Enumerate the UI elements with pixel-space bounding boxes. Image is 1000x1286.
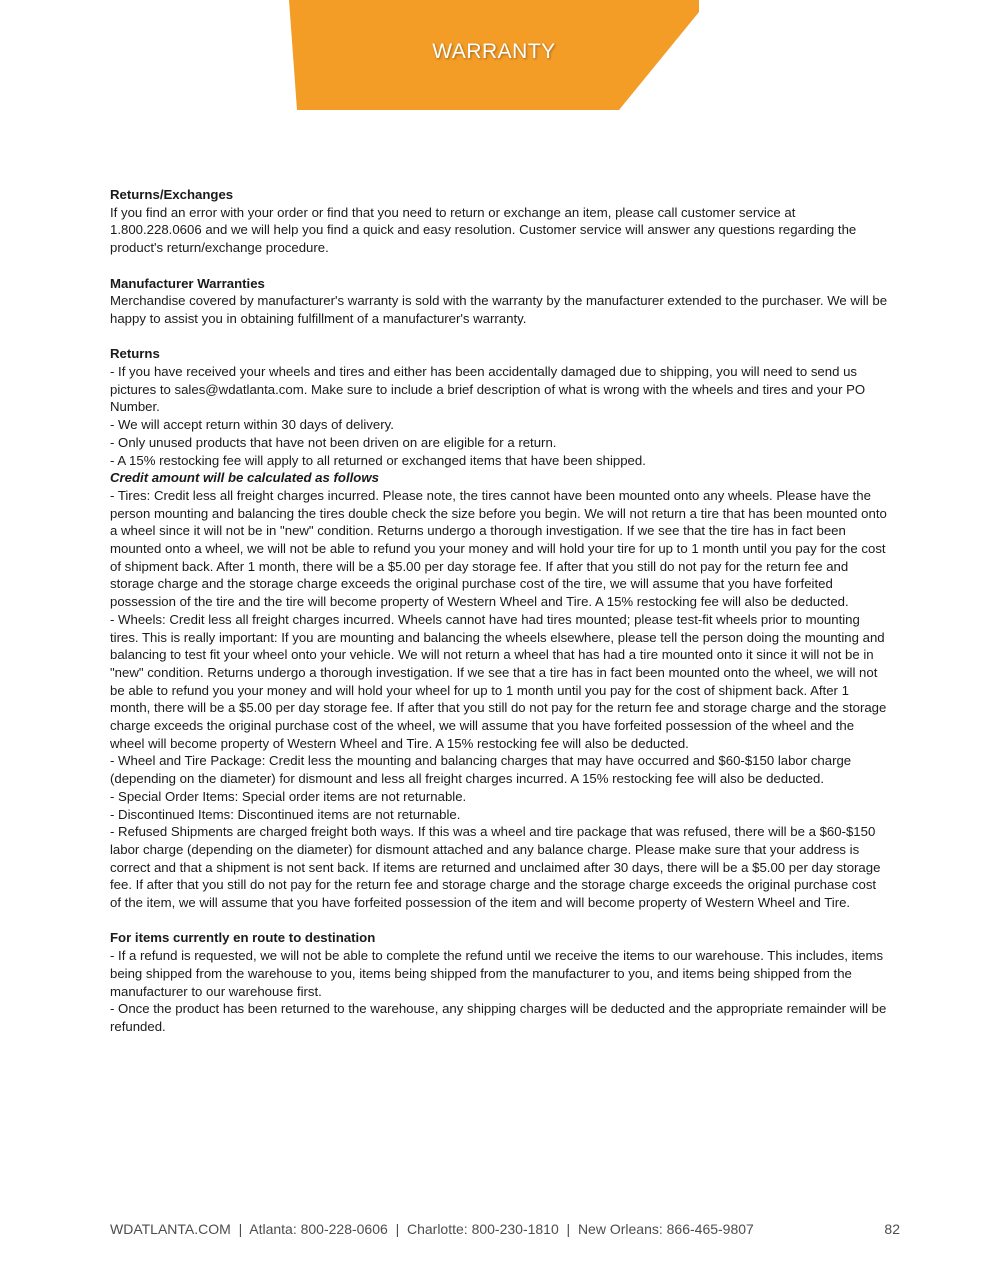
- list-item: - Wheels: Credit less all freight charges incurred. Wheels cannot have had tires mounted; please test-fit wheels prior to mounting tires. This is really important: If you are mounting and balancing the wheels elsewhere, please tell the person doing the mounting and balancing to test fit your wheel onto your vehicle. We will not return a wheel that has had a tire mounted onto it since it will not be in "new" condition. Returns undergo a thorough investigation. If we see that a tire has in fact been mounted onto the wheel, we will not be able to refund you your money and will hold your wheel for up to 1 month until you pay for the cost of shipment back. After 1 month, there will be a $5.00 per day storage fee. If after that you still do not pay for the return fee and storage charge and the storage charge exceeds the original purchase cost of the wheel, we will assume that you have forfeited possession of the wheel and the wheel will become property of Western Wheel and Tire. A 15% restocking fee will also be deducted.: [110, 611, 887, 751]
- section-heading: Returns: [110, 346, 160, 362]
- list-item: - Once the product has been returned to the warehouse, any shipping charges will be deducted and the appropriate remainder will be refunded.: [110, 1001, 887, 1034]
- list-item: - Tires: Credit less all freight charges incurred. Please note, the tires cannot have been mounted onto any wheels. Please have the person mounting and balancing the tires double check the size before you begin. We will not return a tire that has been mounted onto a wheel since it will not be in "new" condition. Returns undergo a thorough investigation. If we see that the tire has in fact been mounted onto a wheel, we will not be able to refund you your money and will hold your tire for up to 1 month until you pay for the cost of shipment back. After 1 month, there will be a $5.00 per day storage fee. If after that you still do not pay for the return fee and storage charge and the storage charge exceeds the original purchase cost of the tire, we will assume that you have forfeited possession of the tire and the tire will become property of Western Wheel and Tire. A 15% restocking fee will also be deducted.: [110, 487, 887, 610]
- paragraph: Merchandise covered by manufacturer's warranty is sold with the warranty by the manufacturer extended to the purchaser. We will be happy to assist you in obtaining fulfillment of a manufacturer's warranty.: [110, 293, 888, 326]
- paragraph: If you find an error with your order or find that you need to return or exchange an item, please call customer service at 1.800.228.0606 and we will help you find a quick and easy resolution. Customer service will answer any questions regarding the product's return/exchange procedure.: [110, 204, 857, 256]
- page-title: WARRANTY: [432, 40, 556, 63]
- page-footer: [110, 1221, 900, 1237]
- section-heading: Returns/Exchanges: [110, 187, 234, 202]
- list-item: - Refused Shipments are charged freight both ways. If this was a wheel and tire package that was refused, there will be a $60-$150 labor charge (depending on the diameter) for dismount attached and any balance charge. Please make sure that your address is correct and that a shipment is not sent back. If items are returned and unclaimed after 30 days, there will be a $5.00 per day storage fee. If after that you still do not pay for the return fee and storage charge and the storage charge exceeds the original purchase cost of the item, we will assume that you have forfeited possession of the item and will become property of Western Wheel and Tire.: [110, 824, 881, 911]
- header-banner: [289, 0, 689, 110]
- list-item: - If you have received your wheels and tires and either has been accidentally damaged due to shipping, you will need to send us pictures to sales@wdatlanta.com. Make sure to include a brief description of what is wrong with the wheels and tires and your PO Number.: [110, 364, 866, 415]
- document-body: [110, 186, 890, 1053]
- section-returns: [110, 345, 890, 912]
- footer-contact: WDATLANTA.COM | Atlanta: 800-228-0606 | Charlotte: 800-230-1810 | New Orleans: 866-465-9807: [110, 1221, 754, 1237]
- section-heading: Manufacturer Warranties: [110, 275, 265, 291]
- page-number: 82: [884, 1221, 900, 1237]
- list-item: - We will accept return within 30 days of delivery.: [110, 417, 394, 433]
- list-item: - Discontinued Items: Discontinued items are not returnable.: [110, 806, 461, 822]
- credit-subheading: Credit amount will be calculated as follows: [110, 470, 379, 486]
- list-item: - Special Order Items: Special order items are not returnable.: [110, 788, 467, 804]
- section-en-route: [110, 929, 890, 1035]
- section-manufacturer-warranties: [110, 275, 890, 328]
- list-item: - A 15% restocking fee will apply to all returned or exchanged items that have been shipped.: [110, 452, 646, 468]
- list-item: - Only unused products that have not been driven on are eligible for a return.: [110, 434, 557, 450]
- section-heading: For items currently en route to destination: [110, 930, 376, 946]
- section-returns-exchanges: [110, 186, 890, 257]
- list-item: - Wheel and Tire Package: Credit less the mounting and balancing charges that may have occurred and $60-$150 labor charge (depending on the diameter) for dismount and less all freight charges incurred. A 15% restocking fee will also be deducted.: [110, 753, 852, 787]
- list-item: - If a refund is requested, we will not be able to complete the refund until we receive the items to our warehouse. This includes, items being shipped from the warehouse to you, items being shipped from the manufacturer to you, and items being shipped from the manufacturer to our warehouse first.: [110, 948, 884, 999]
